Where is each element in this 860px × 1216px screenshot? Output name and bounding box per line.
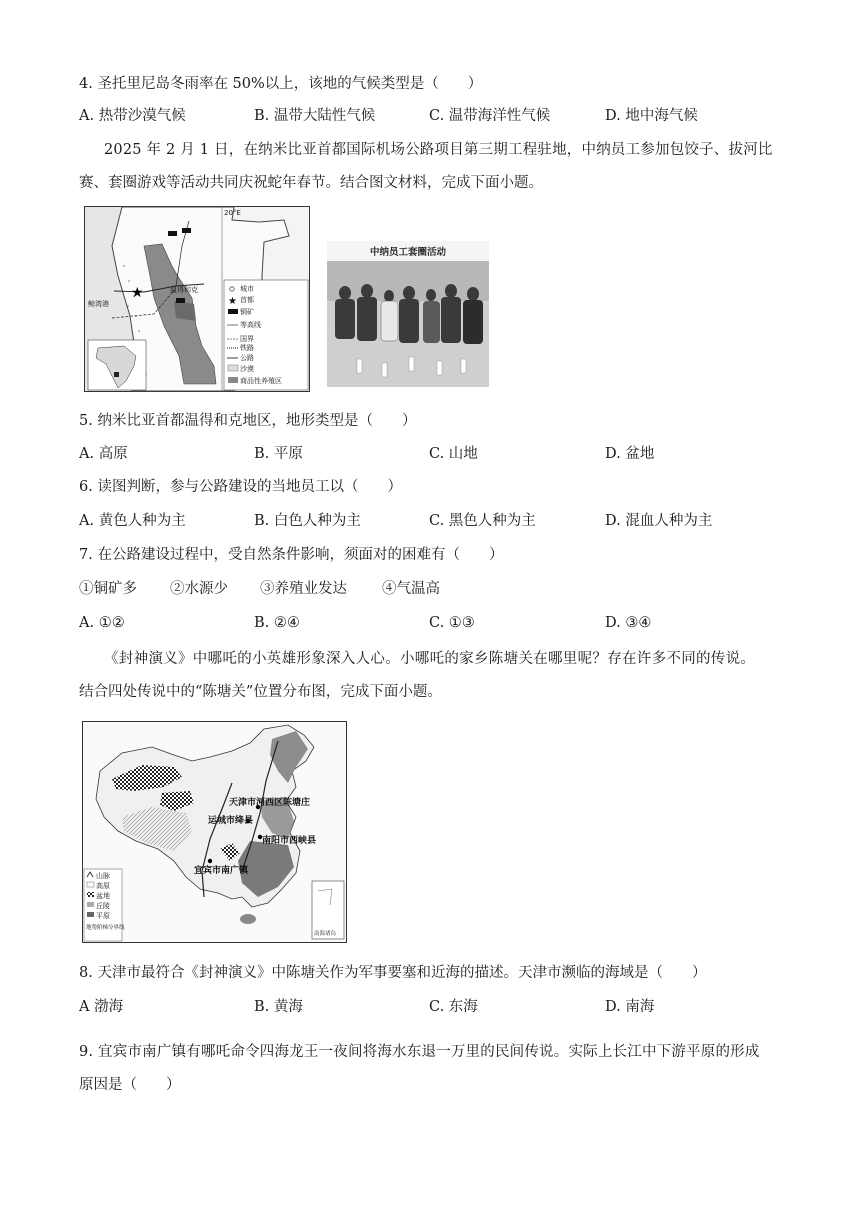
q8-option-b: B. 黄海 [254, 999, 303, 1015]
q7-option-d: D. ③④ [605, 615, 652, 631]
passage2-line2: 结合四处传说中的“陈塘关”位置分布图，完成下面小题。 [79, 684, 442, 700]
copper-mine-icon [168, 231, 177, 236]
q7-option-b: B. ②④ [254, 615, 300, 631]
legend-capital-icon: ★ [228, 296, 237, 307]
q6-option-c: C. 黑色人种为主 [429, 513, 536, 529]
legend-contour: 等高线 [240, 321, 261, 329]
q7-option-c: C. ①③ [429, 615, 475, 631]
windhoek-label: 温得和克 [170, 286, 198, 294]
q6-option-b: B. 白色人种为主 [254, 513, 361, 529]
photo-caption: 中纳员工套圈活动 [369, 247, 447, 258]
q7-item-2: ②水源少 [170, 581, 228, 597]
legend-capital: 首都 [240, 296, 254, 304]
q4-option-c: C. 温带海洋性气候 [429, 108, 551, 124]
meridian-label: 20°E [224, 209, 241, 217]
legend-road: 公路 [240, 354, 254, 362]
legend-breeding: 商品性养殖区 [240, 377, 282, 385]
legend-basin: 盆地 [96, 892, 110, 900]
copper-mine-icon [182, 228, 191, 233]
q5-option-c: C. 山地 [429, 446, 478, 462]
port-label: 鲸湾港 [88, 300, 109, 308]
legend-railway: 铁路 [240, 344, 254, 352]
q7-item-1: ①铜矿多 [79, 581, 137, 597]
china-terrain-map [82, 721, 347, 943]
q8-option-c: C. 东海 [429, 999, 478, 1015]
legend-stair-boundary: 地势阶梯分界线 [86, 925, 125, 931]
namibia-map [84, 206, 310, 392]
label-yibin: 宜宾市南广镇 [194, 866, 249, 876]
q5-stem: 5. 纳米比亚首都温得和克地区，地形类型是（ ） [79, 413, 417, 429]
legend-mountain: 山脉 [96, 872, 110, 880]
label-yuncheng: 运城市绛县 [208, 816, 254, 826]
legend-plateau: 高原 [96, 882, 110, 890]
q9-line2: 原因是（ ） [79, 1077, 181, 1093]
label-nanyang: 南阳市西峡县 [262, 836, 317, 846]
capital-star-icon: ★ [131, 285, 144, 301]
q6-option-a: A. 黄色人种为主 [79, 513, 186, 529]
passage1-line1: 2025 年 2 月 1 日，在纳米比亚首都国际机场公路项目第三期工程驻地，中纳员工参加包饺子、拔河比 [104, 142, 773, 158]
q6-option-d: D. 混血人种为主 [605, 513, 713, 529]
legend-plain: 平原 [96, 912, 110, 920]
staff-activity-photo [327, 241, 489, 387]
q7-option-a: A. ①② [79, 615, 125, 631]
legend-city: 城市 [240, 285, 254, 293]
q4-stem: 4. 圣托里尼岛冬雨率在 50%以上，该地的气候类型是（ ） [79, 76, 483, 92]
q7-stem: 7. 在公路建设过程中，受自然条件影响，须面对的困难有（ ） [79, 547, 504, 563]
q7-item-4: ④气温高 [382, 581, 440, 597]
label-tianjin: 天津市河西区陈塘庄 [229, 798, 311, 808]
q5-option-b: B. 平原 [254, 446, 303, 462]
q9-line1: 9. 宜宾市南广镇有哪吒命令四海龙王一夜间将海水东退一万里的民间传说。实际上长江中下游平原的形成 [79, 1044, 760, 1060]
q8-option-d: D. 南海 [605, 999, 655, 1015]
legend-copper: 铜矿 [240, 308, 254, 316]
q4-option-b: B. 温带大陆性气候 [254, 108, 376, 124]
marker-yibin [208, 859, 212, 863]
passage2-line1: 《封神演义》中哪吒的小英雄形象深入人心。小哪吒的家乡陈塘关在哪里呢？存在许多不同的传说。 [104, 651, 756, 667]
legend-desert: 沙漠 [240, 365, 254, 373]
q5-option-d: D. 盆地 [605, 446, 655, 462]
q4-option-a: A. 热带沙漠气候 [79, 108, 186, 124]
copper-mine-icon [176, 298, 185, 303]
q4-option-d: D. 地中海气候 [605, 108, 698, 124]
q6-stem: 6. 读图判断，参与公路建设的当地员工以（ ） [79, 479, 402, 495]
q5-option-a: A. 高原 [79, 446, 128, 462]
q7-item-3: ③养殖业发达 [260, 581, 347, 597]
passage1-line2: 赛、套圈游戏等活动共同庆祝蛇年春节。结合图文材料，完成下面小题。 [79, 175, 543, 191]
inset-label: 南海诸岛 [314, 931, 337, 937]
q8-stem: 8. 天津市最符合《封神演义》中陈塘关作为军事要塞和近海的描述。天津市濒临的海域是（ ） [79, 965, 707, 981]
q8-option-a: A 渤海 [79, 999, 124, 1015]
legend-border: 国界 [240, 335, 254, 343]
legend-hill: 丘陵 [96, 902, 110, 910]
